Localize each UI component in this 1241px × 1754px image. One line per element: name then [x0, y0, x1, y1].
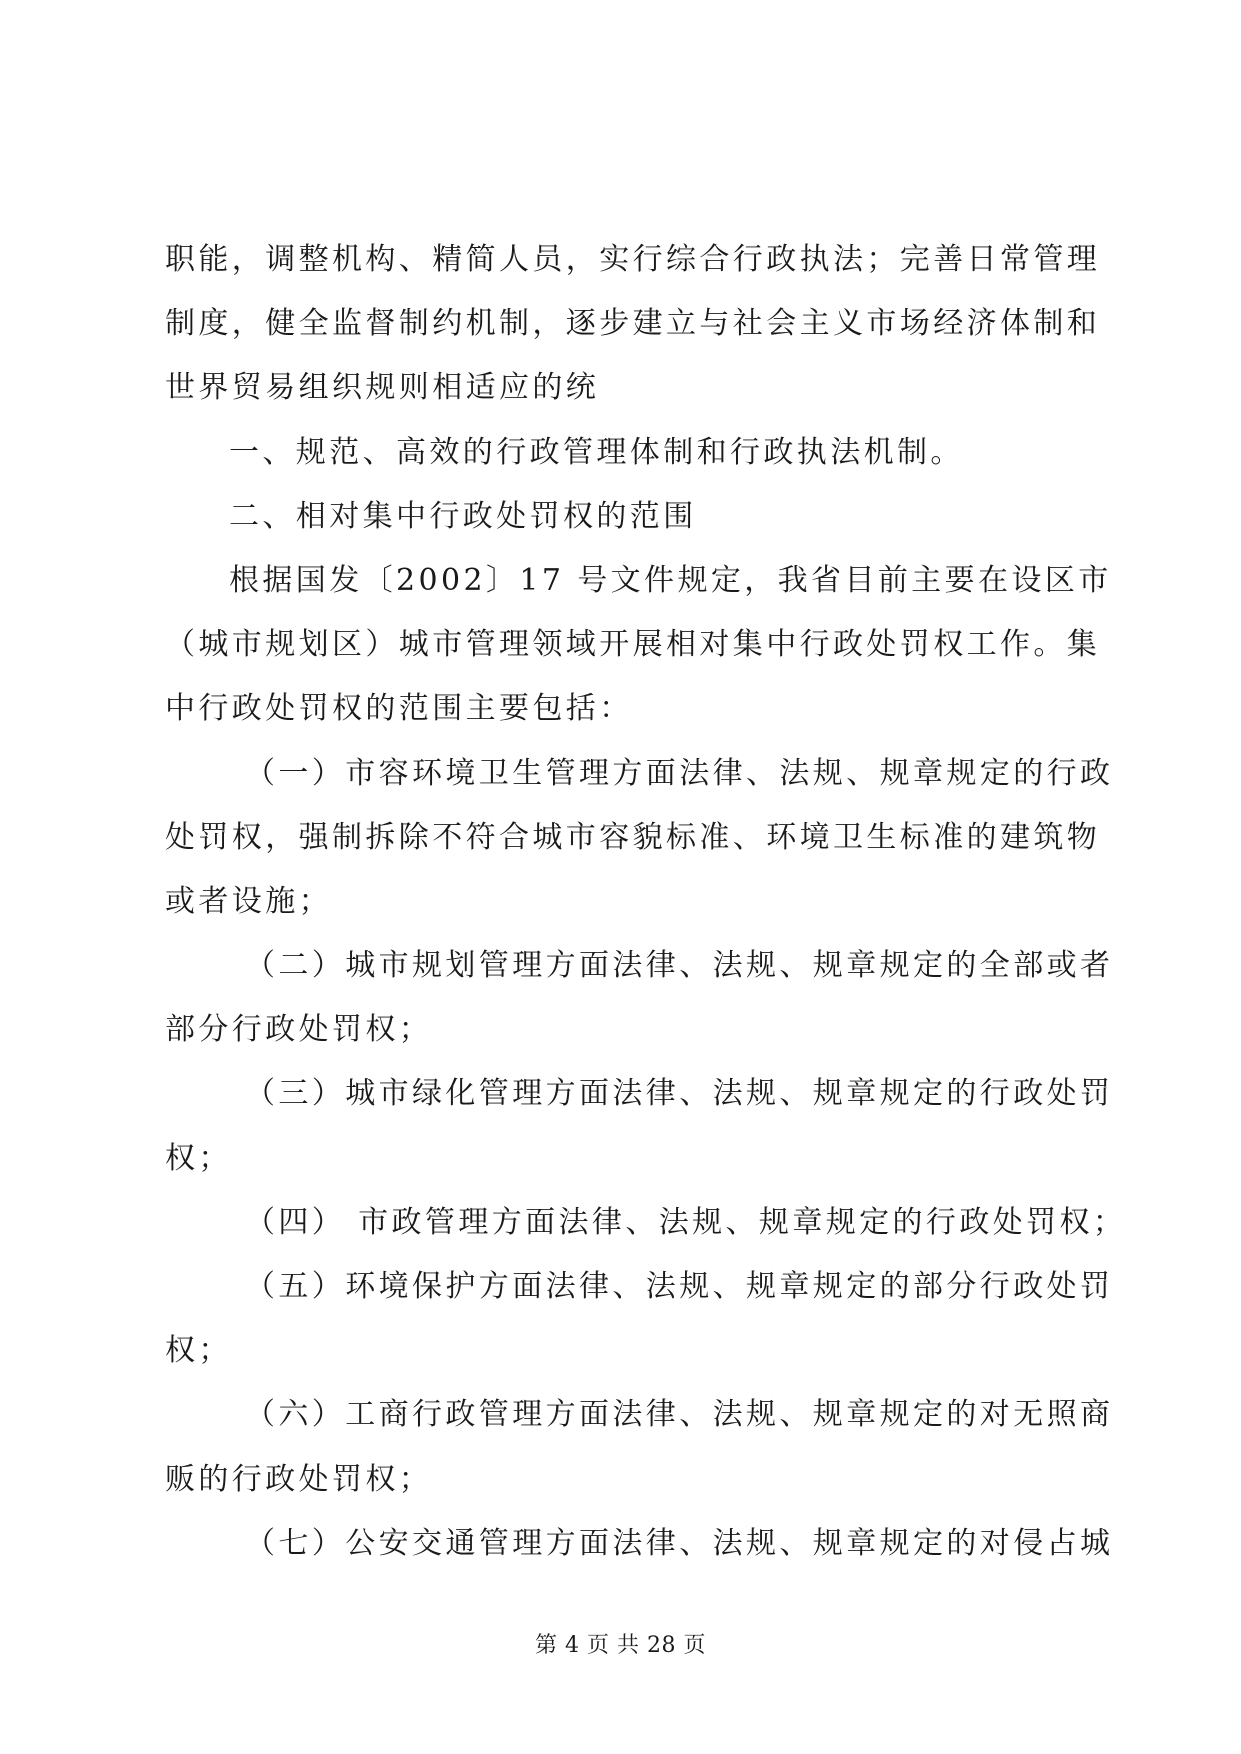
- text-line: 制度，健全监督制约机制，逐步建立与社会主义市场经济体制和: [165, 306, 1101, 342]
- text-line: 处罚权，强制拆除不符合城市容貌标准、环境卫生标准的建筑物: [165, 819, 1101, 855]
- text-line: 中行政处罚权的范围主要包括：: [165, 691, 633, 727]
- text-line: 权；: [165, 1140, 232, 1176]
- text-line: 世界贸易组织规则相适应的统: [165, 370, 600, 406]
- text-line: 权；: [165, 1333, 232, 1369]
- document-body: [165, 228, 1127, 1576]
- list-item-line: （四） 市政管理方面法律、法规、规章规定的行政处罚权；: [245, 1204, 1127, 1240]
- page-number-footer: 第 4 页 共 28 页: [535, 1633, 706, 1658]
- text-line: （城市规划区）城市管理领域开展相对集中行政处罚权工作。集: [165, 627, 1101, 663]
- list-item-line: （二）城市规划管理方面法律、法规、规章规定的全部或者: [245, 948, 1114, 984]
- list-item-line: （五）环境保护方面法律、法规、规章规定的部分行政处罚: [245, 1269, 1114, 1304]
- list-item-line: （六）工商行政管理方面法律、法规、规章规定的对无照商: [245, 1397, 1114, 1433]
- text-line: 部分行政处罚权；: [165, 1012, 433, 1048]
- text-line: 职能，调整机构、精简人员，实行综合行政执法；完善日常管理: [165, 242, 1101, 277]
- text-line: 根据国发〔2002〕17 号文件规定，我省目前主要在设区市: [229, 562, 1112, 598]
- text-line: 或者设施；: [165, 883, 332, 919]
- text-line: 贩的行政处罚权；: [165, 1461, 433, 1497]
- list-item-line: （七）公安交通管理方面法律、法规、规章规定的对侵占城: [245, 1525, 1114, 1561]
- list-item-line: （一）市容环境卫生管理方面法律、法规、规章规定的行政: [245, 755, 1114, 791]
- list-item-line: （三）城市绿化管理方面法律、法规、规章规定的行政处罚: [245, 1076, 1114, 1112]
- section-heading: 二、相对集中行政处罚权的范围: [229, 498, 697, 534]
- section-heading: 一、规范、高效的行政管理体制和行政执法机制。: [229, 434, 964, 470]
